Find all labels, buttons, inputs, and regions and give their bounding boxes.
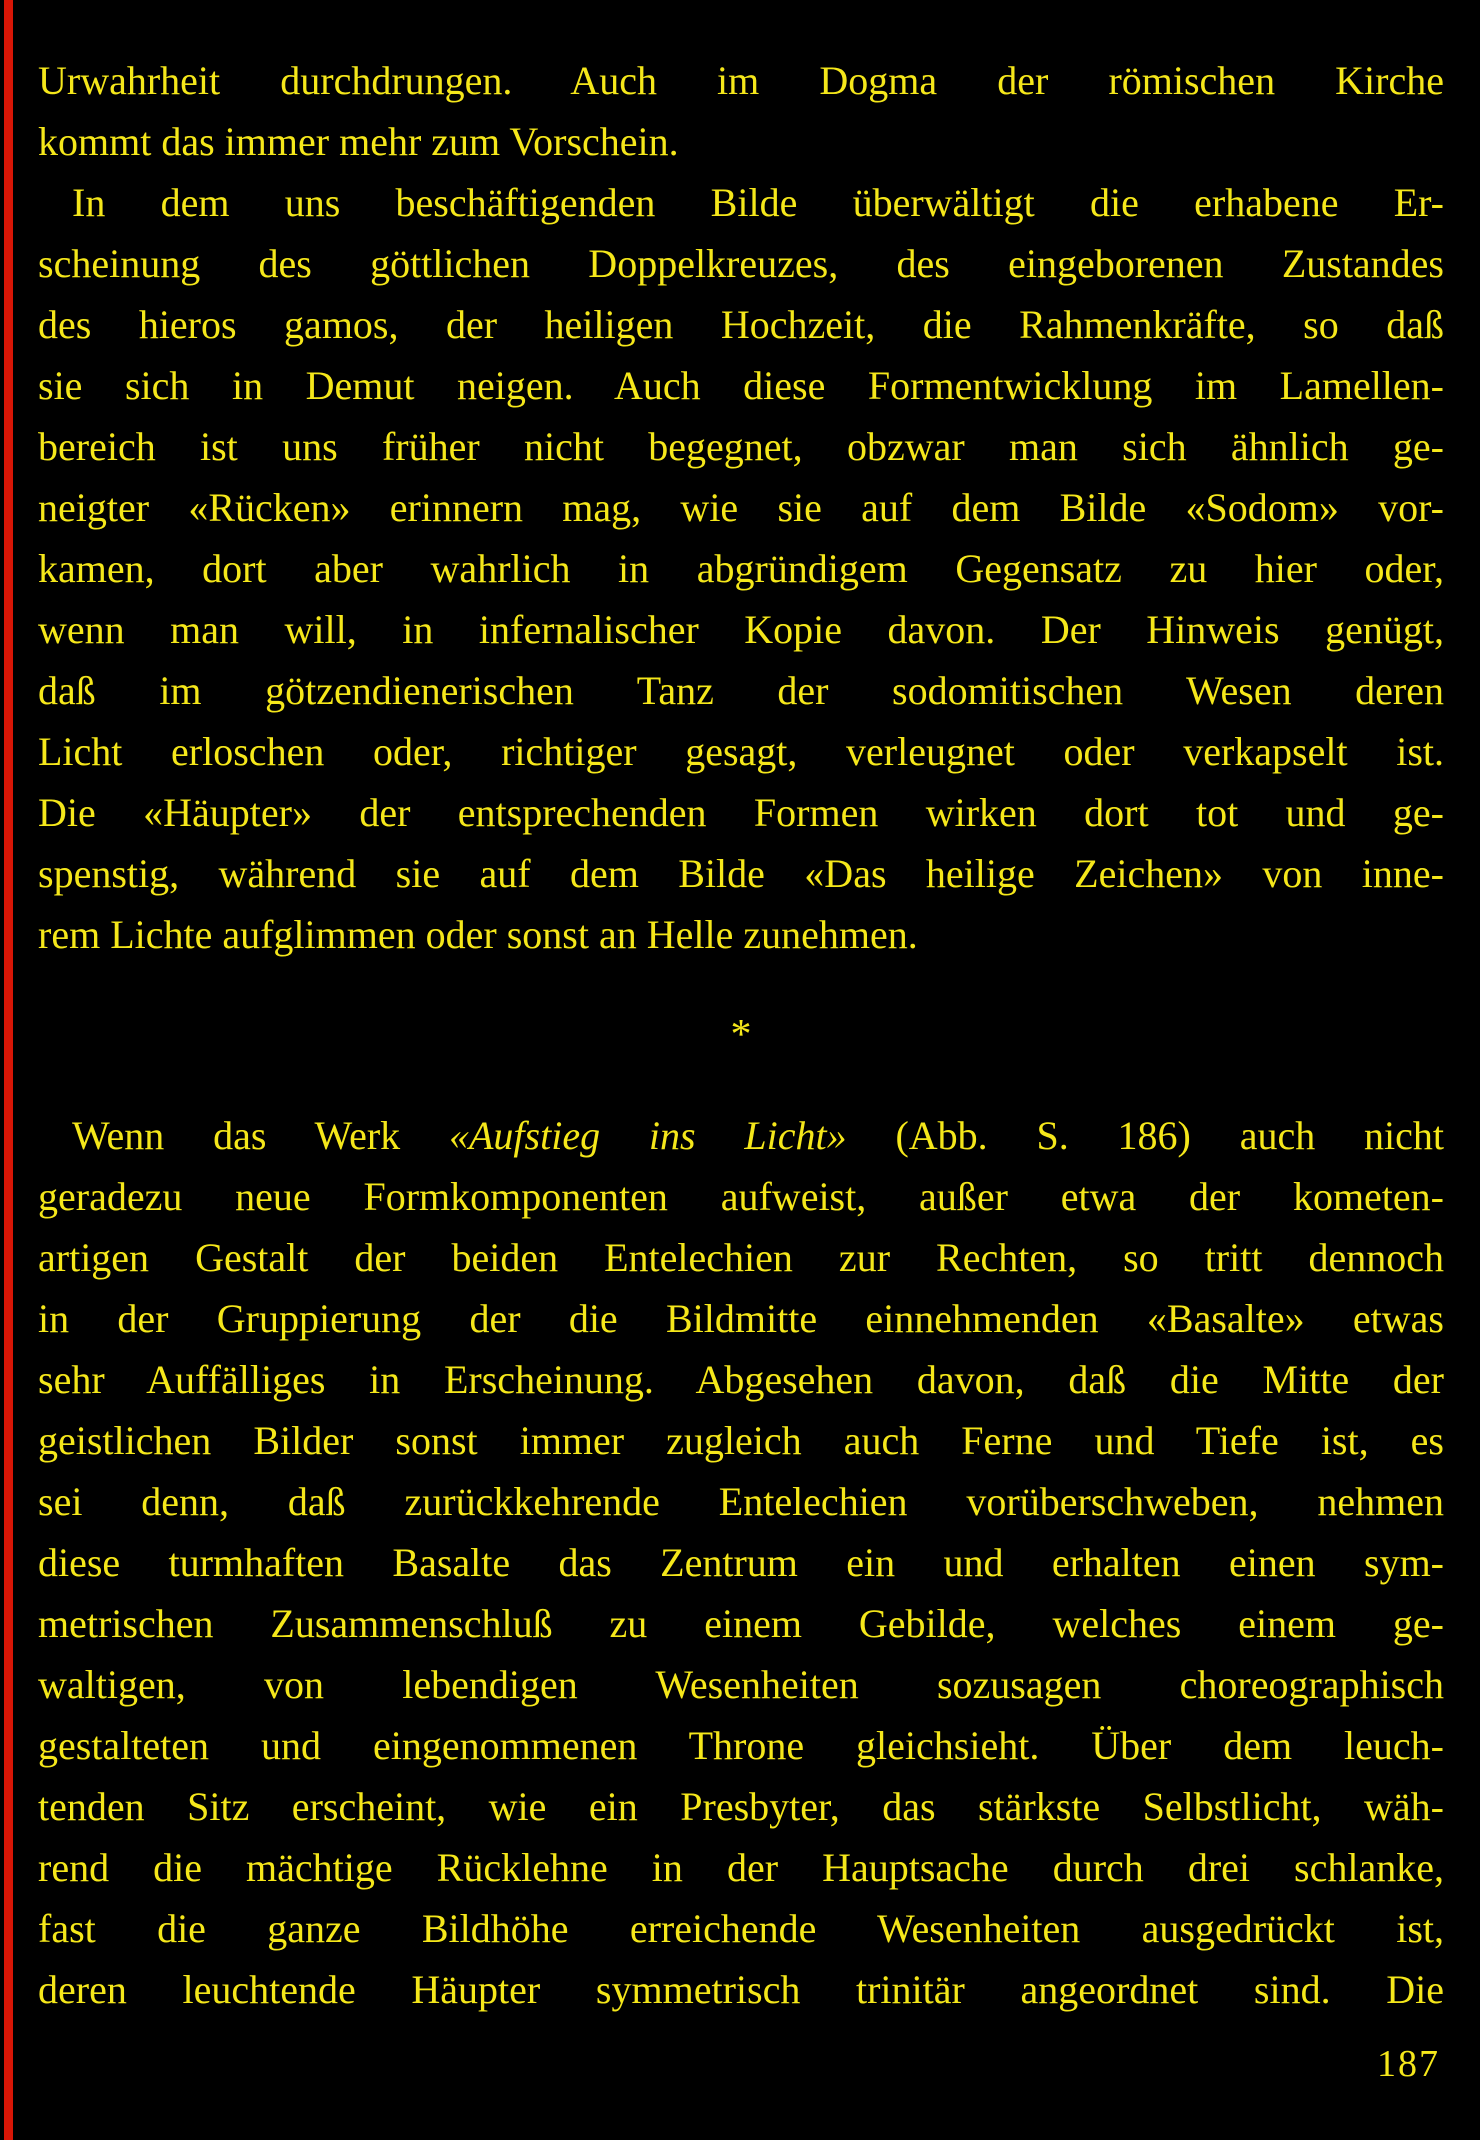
text-segment: sie sich in Demut neigen. Auch diese Formentwicklung im Lamellen- — [38, 363, 1444, 408]
text-line — [38, 233, 1444, 294]
text-line — [38, 1471, 1444, 1532]
text-line — [38, 355, 1444, 416]
text-line — [38, 904, 1444, 965]
italic-text-segment: «Aufstieg ins Licht» — [449, 1113, 847, 1158]
text-segment: fast die ganze Bildhöhe erreichende Wesenheiten ausgedrückt ist, — [38, 1906, 1444, 1951]
text-line — [38, 1898, 1444, 1959]
text-segment: in der Gruppierung der die Bildmitte einnehmenden «Basalte» etwas — [38, 1296, 1444, 1341]
text-segment: metrischen Zusammenschluß zu einem Gebilde, welches einem ge- — [38, 1601, 1444, 1646]
text-line — [38, 477, 1444, 538]
text-line — [38, 1227, 1444, 1288]
text-column — [38, 50, 1444, 2020]
text-line — [38, 1105, 1444, 1166]
text-segment: rem Lichte aufglimmen oder sonst an Helle zunehmen. — [38, 912, 918, 957]
text-line — [38, 1654, 1444, 1715]
paragraph — [38, 1105, 1444, 2020]
text-line — [38, 721, 1444, 782]
text-line — [38, 1288, 1444, 1349]
text-segment: rend die mächtige Rücklehne in der Hauptsache durch drei schlanke, — [38, 1845, 1444, 1890]
paragraph — [38, 172, 1444, 965]
text-segment: sehr Auffälliges in Erscheinung. Abgesehen davon, daß die Mitte der — [38, 1357, 1444, 1402]
text-line — [38, 111, 1444, 172]
text-line — [38, 1349, 1444, 1410]
text-segment: Die «Häupter» der entsprechenden Formen wirken dort tot und ge- — [38, 790, 1444, 835]
page-number: 187 — [1377, 2043, 1440, 2085]
text-line — [38, 1410, 1444, 1471]
text-segment: Wenn das Werk — [72, 1113, 449, 1158]
paragraph — [38, 50, 1444, 172]
text-line — [38, 1776, 1444, 1837]
text-segment: waltigen, von lebendigen Wesenheiten sozusagen choreographisch — [38, 1662, 1444, 1707]
text-line — [38, 1532, 1444, 1593]
text-line — [38, 172, 1444, 233]
text-segment: geistlichen Bilder sonst immer zugleich auch Ferne und Tiefe ist, es — [38, 1418, 1444, 1463]
page-edge-stripe — [4, 0, 13, 2140]
text-line — [38, 50, 1444, 111]
text-segment: neigter «Rücken» erinnern mag, wie sie auf dem Bilde «Sodom» vor- — [38, 485, 1444, 530]
text-segment: artigen Gestalt der beiden Entelechien zur Rechten, so tritt dennoch — [38, 1235, 1444, 1280]
text-segment: Licht erloschen oder, richtiger gesagt, verleugnet oder verkapselt ist. — [38, 729, 1444, 774]
text-line — [38, 1715, 1444, 1776]
text-line — [38, 660, 1444, 721]
text-segment: tenden Sitz erscheint, wie ein Presbyter, das stärkste Selbstlicht, wäh- — [38, 1784, 1444, 1829]
text-segment: scheinung des göttlichen Doppelkreuzes, des eingeborenen Zustandes — [38, 241, 1444, 286]
text-segment: In dem uns beschäftigenden Bilde überwältigt die erhabene Er- — [72, 180, 1444, 225]
text-segment: sei denn, daß zurückkehrende Entelechien vorüberschweben, nehmen — [38, 1479, 1444, 1524]
text-segment: gestalteten und eingenommenen Throne gleichsieht. Über dem leuch- — [38, 1723, 1444, 1768]
text-segment: spenstig, während sie auf dem Bilde «Das heilige Zeichen» von inne- — [38, 851, 1444, 896]
text-segment: des hieros gamos, der heiligen Hochzeit, die Rahmenkräfte, so daß — [38, 302, 1444, 347]
text-segment: deren leuchtende Häupter symmetrisch trinitär angeordnet sind. Die — [38, 1967, 1444, 2012]
text-line — [38, 1166, 1444, 1227]
text-line — [38, 1959, 1444, 2020]
text-segment: bereich ist uns früher nicht begegnet, obzwar man sich ähnlich ge- — [38, 424, 1444, 469]
text-segment: diese turmhaften Basalte das Zentrum ein und erhalten einen sym- — [38, 1540, 1444, 1585]
paragraphs-before-separator — [38, 50, 1444, 965]
text-segment: kommt das immer mehr zum Vorschein. — [38, 119, 679, 164]
text-segment: kamen, dort aber wahrlich in abgründigem Gegensatz zu hier oder, — [38, 546, 1444, 591]
text-line — [38, 843, 1444, 904]
text-segment: daß im götzendienerischen Tanz der sodomitischen Wesen deren — [38, 668, 1444, 713]
text-line — [38, 599, 1444, 660]
text-segment: geradezu neue Formkomponenten aufweist, außer etwa der kometen- — [38, 1174, 1444, 1219]
text-segment: wenn man will, in infernalischer Kopie davon. Der Hinweis genügt, — [38, 607, 1444, 652]
section-separator-asterisk: * — [730, 1011, 752, 1058]
text-line — [38, 416, 1444, 477]
paragraphs-after-separator — [38, 1105, 1444, 2020]
text-line — [38, 538, 1444, 599]
text-line — [38, 1593, 1444, 1654]
text-segment: Urwahrheit durchdrungen. Auch im Dogma der römischen Kirche — [38, 58, 1444, 103]
text-segment: (Abb. S. 186) auch nicht — [846, 1113, 1445, 1158]
text-line — [38, 782, 1444, 843]
text-line — [38, 294, 1444, 355]
text-line — [38, 1837, 1444, 1898]
